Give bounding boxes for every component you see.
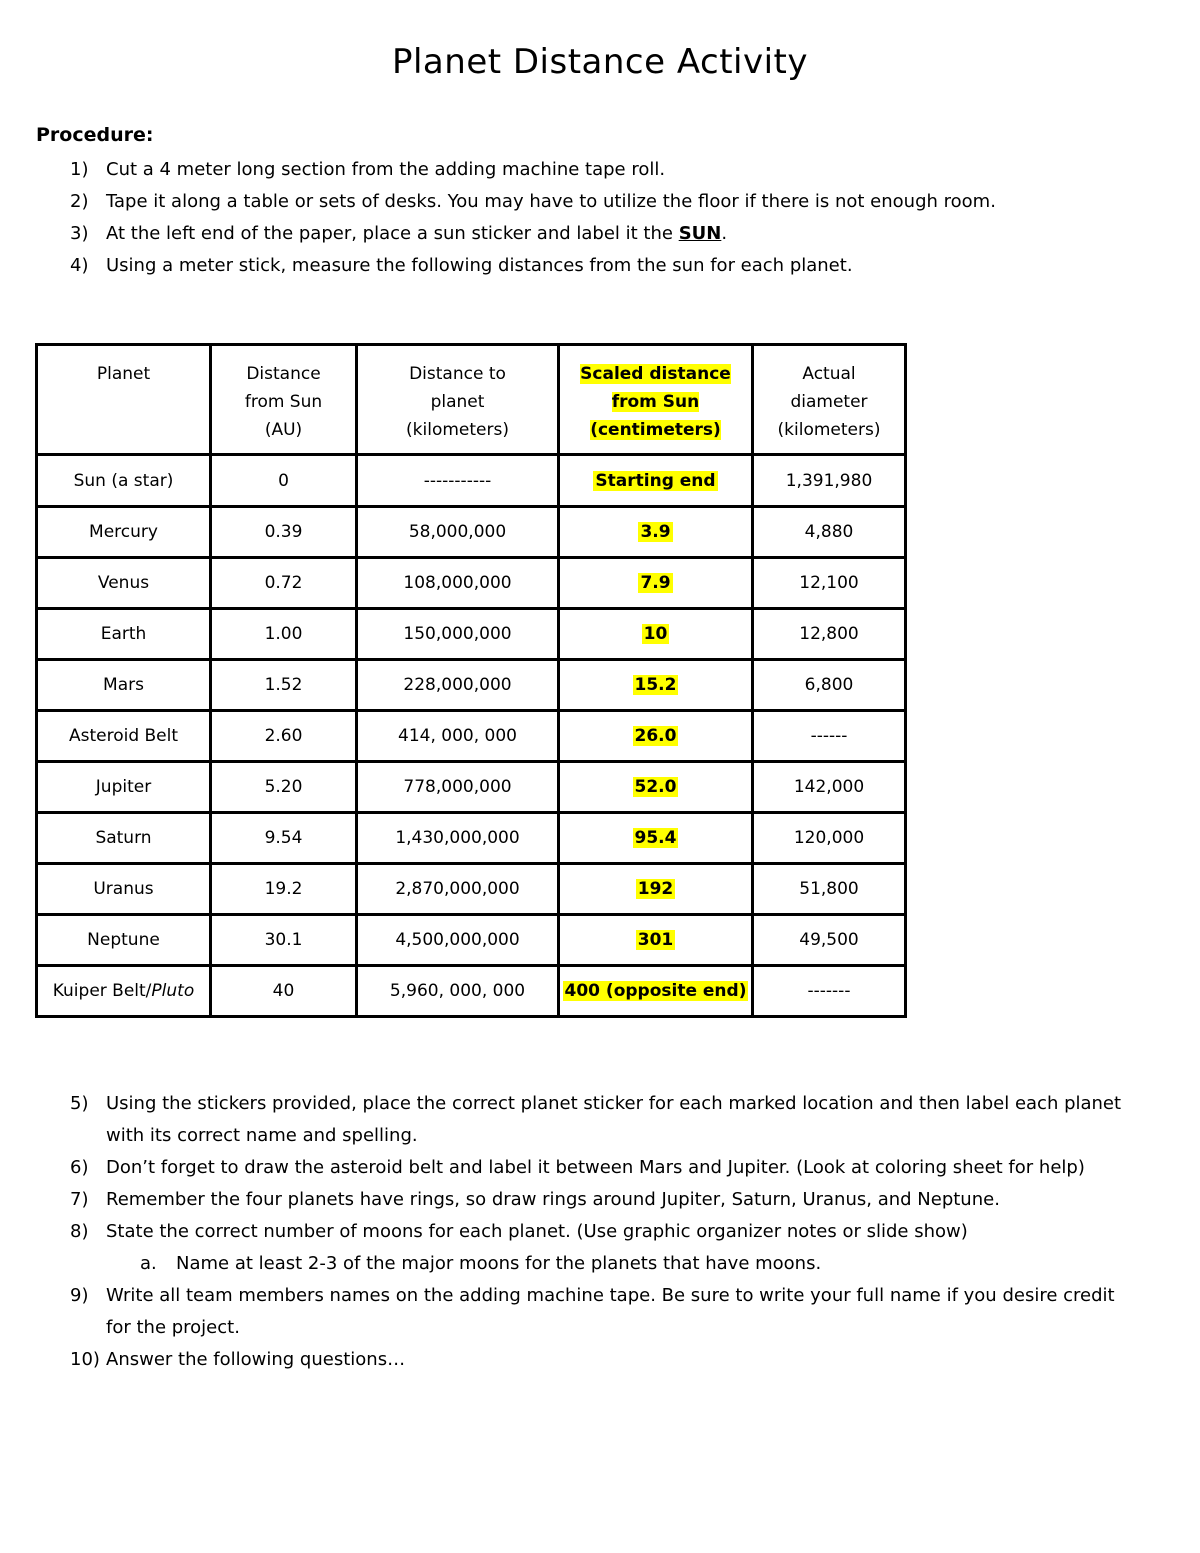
cell-au: 30.1 (211, 915, 357, 966)
table-row (37, 507, 906, 558)
cell-au: 0 (211, 455, 357, 507)
step-7 (36, 1184, 1136, 1216)
cell-planet: Uranus (37, 864, 211, 915)
step-number: 10) (70, 1349, 100, 1370)
step-2 (36, 186, 1166, 218)
cell-au: 0.72 (211, 558, 357, 609)
cell-scaled: 3.9 (559, 507, 753, 558)
page-title: Planet Distance Activity (391, 42, 808, 82)
cell-km: 5,960, 000, 000 (357, 966, 559, 1017)
procedure-steps-top (36, 154, 1166, 282)
cell-scaled: 301 (559, 915, 753, 966)
cell-au: 1.52 (211, 660, 357, 711)
cell-scaled: 26.0 (559, 711, 753, 762)
header-scaled-distance: Scaled distance from Sun (centimeters) (559, 345, 753, 455)
header-distance-au: Distance from Sun (AU) (211, 345, 357, 455)
step-number: 2) (70, 191, 89, 212)
step-4 (36, 250, 1166, 282)
step-number: 4) (70, 255, 89, 276)
step-number: 5) (70, 1093, 89, 1114)
step-text-end: . (721, 223, 728, 244)
table-row (37, 915, 906, 966)
cell-scaled: 400 (opposite end) (559, 966, 753, 1017)
step-8a (36, 1248, 1136, 1280)
step-number: a. (140, 1253, 157, 1274)
step-number: 8) (70, 1221, 89, 1242)
cell-planet: Neptune (37, 915, 211, 966)
table-row (37, 864, 906, 915)
step-text: Tape it along a table or sets of desks. You may have to utilize the floor if there is not enough room. (106, 191, 996, 212)
cell-planet: Venus (37, 558, 211, 609)
cell-km: 414, 000, 000 (357, 711, 559, 762)
step-number: 7) (70, 1189, 89, 1210)
cell-scaled: 95.4 (559, 813, 753, 864)
cell-planet: Earth (37, 609, 211, 660)
step-text: Answer the following questions… (106, 1349, 406, 1370)
step-text: Using a meter stick, measure the following distances from the sun for each planet. (106, 255, 853, 276)
cell-km: 1,430,000,000 (357, 813, 559, 864)
cell-scaled: 10 (559, 609, 753, 660)
table-row (37, 660, 906, 711)
planet-distance-table (35, 343, 907, 1018)
cell-scaled: 52.0 (559, 762, 753, 813)
table-row (37, 609, 906, 660)
step-9 (36, 1280, 1136, 1344)
step-5 (36, 1088, 1136, 1152)
cell-diameter: 142,000 (753, 762, 906, 813)
table-row (37, 966, 906, 1017)
cell-diameter: 1,391,980 (753, 455, 906, 507)
step-8 (36, 1216, 1136, 1248)
cell-diameter: ------ (753, 711, 906, 762)
sun-word: SUN (678, 223, 722, 244)
cell-diameter: 4,880 (753, 507, 906, 558)
step-text: Using the stickers provided, place the correct planet sticker for each marked location and then label each planet with its correct name and spelling. (106, 1093, 1122, 1146)
cell-planet: Kuiper Belt/Pluto (37, 966, 211, 1017)
procedure-label: Procedure: (36, 124, 154, 146)
step-text: Cut a 4 meter long section from the adding machine tape roll. (106, 159, 666, 180)
cell-au: 1.00 (211, 609, 357, 660)
cell-diameter: ------- (753, 966, 906, 1017)
step-text: Remember the four planets have rings, so draw rings around Jupiter, Saturn, Uranus, and Neptune. (106, 1189, 1000, 1210)
cell-diameter: 12,100 (753, 558, 906, 609)
cell-scaled: 192 (559, 864, 753, 915)
cell-diameter: 51,800 (753, 864, 906, 915)
cell-km: 228,000,000 (357, 660, 559, 711)
step-6 (36, 1152, 1136, 1184)
step-number: 1) (70, 159, 89, 180)
header-diameter: Actual diameter (kilometers) (753, 345, 906, 455)
table-row (37, 711, 906, 762)
cell-planet: Asteroid Belt (37, 711, 211, 762)
header-planet: Planet (37, 345, 211, 455)
cell-scaled: 15.2 (559, 660, 753, 711)
cell-km: 150,000,000 (357, 609, 559, 660)
table-row (37, 455, 906, 507)
step-number: 6) (70, 1157, 89, 1178)
step-10 (36, 1344, 1136, 1376)
procedure-steps-bottom (36, 1088, 1136, 1376)
cell-au: 5.20 (211, 762, 357, 813)
cell-km: 778,000,000 (357, 762, 559, 813)
cell-diameter: 120,000 (753, 813, 906, 864)
cell-au: 19.2 (211, 864, 357, 915)
cell-km: ----------- (357, 455, 559, 507)
cell-diameter: 49,500 (753, 915, 906, 966)
table-row (37, 558, 906, 609)
cell-au: 0.39 (211, 507, 357, 558)
step-number: 9) (70, 1285, 89, 1306)
header-distance-km: Distance to planet (kilometers) (357, 345, 559, 455)
step-text: Name at least 2-3 of the major moons for the planets that have moons. (176, 1253, 822, 1274)
cell-planet: Mars (37, 660, 211, 711)
cell-au: 9.54 (211, 813, 357, 864)
step-1 (36, 154, 1166, 186)
table-row (37, 813, 906, 864)
step-number: 3) (70, 223, 89, 244)
table-row (37, 762, 906, 813)
cell-scaled: Starting end (559, 455, 753, 507)
step-text: At the left end of the paper, place a sun sticker and label it the (106, 223, 679, 244)
cell-km: 2,870,000,000 (357, 864, 559, 915)
cell-diameter: 12,800 (753, 609, 906, 660)
step-text: Don’t forget to draw the asteroid belt and label it between Mars and Jupiter. (Look at coloring sheet for help) (106, 1157, 1085, 1178)
cell-planet: Saturn (37, 813, 211, 864)
cell-au: 2.60 (211, 711, 357, 762)
step-text: State the correct number of moons for each planet. (Use graphic organizer notes or slide show) (106, 1221, 968, 1242)
table-header-row (37, 345, 906, 455)
cell-km: 108,000,000 (357, 558, 559, 609)
cell-planet: Jupiter (37, 762, 211, 813)
cell-diameter: 6,800 (753, 660, 906, 711)
cell-au: 40 (211, 966, 357, 1017)
cell-scaled: 7.9 (559, 558, 753, 609)
cell-planet: Sun (a star) (37, 455, 211, 507)
step-text: Write all team members names on the adding machine tape. Be sure to write your full name if you desire credit for the project. (106, 1285, 1115, 1338)
cell-km: 4,500,000,000 (357, 915, 559, 966)
step-3 (36, 218, 1166, 250)
cell-km: 58,000,000 (357, 507, 559, 558)
cell-planet: Mercury (37, 507, 211, 558)
